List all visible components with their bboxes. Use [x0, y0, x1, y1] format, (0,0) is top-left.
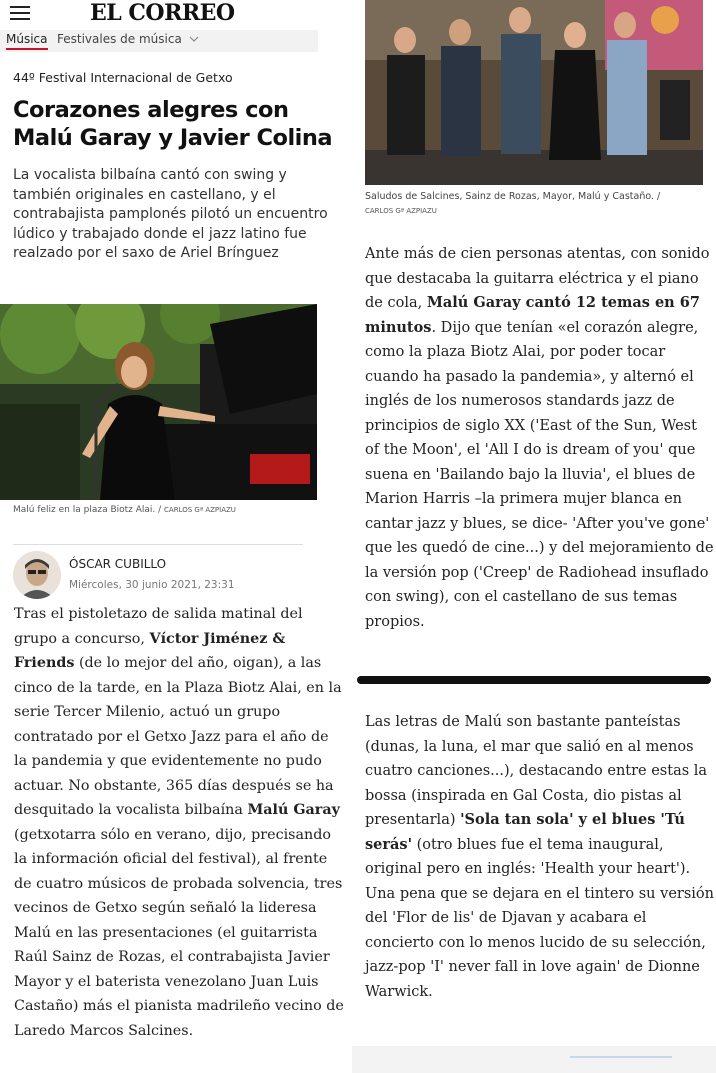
divider: [13, 544, 303, 545]
body-bold-text: Malú Garay cantó 12 temas en 67 minutos: [365, 294, 700, 336]
article-body-right-1: [365, 242, 715, 634]
left-column: [0, 0, 352, 1073]
author-avatar[interactable]: [13, 551, 61, 599]
body-bold-text: Víctor Jiménez & Friends: [14, 630, 286, 671]
chevron-down-icon: [189, 36, 199, 43]
tab-musica[interactable]: Música: [6, 32, 48, 46]
concert-photo-singer[interactable]: [0, 304, 317, 500]
scroll-hint: [570, 1056, 672, 1058]
concert-photo-band[interactable]: [365, 0, 703, 185]
photo-credit: CARLOS Gª AZPIAZU: [164, 506, 236, 514]
caption-text: Malú feliz en la plaza Biotz Alai. /: [13, 505, 165, 515]
body-text: Ante más de cien personas atentas, con sonido que destacaba la guitarra eléctrica y el piano de cola,: [365, 246, 710, 311]
caption-text-2: Saludos de Salcines, Sainz de Rozas, Mayor, Malú y Castaño. /: [365, 191, 661, 202]
tab-festivales[interactable]: [57, 32, 199, 46]
top-bar: [0, 0, 352, 26]
photo-credit-2: CARLOS Gª AZPIAZU: [365, 207, 437, 215]
photo-caption: [13, 505, 236, 515]
body-text: (otro blues fue el tema inaugural, original pero en inglés: 'Health your heart'). Una pena que se dejara en el tintero su versión del 'Flor de lis' de Djavan y acabara el concierto con lo menos lucido de su selección, jazz-pop 'I' never fall in love again' de Dionne Warwick.: [365, 836, 714, 1000]
body-text: Las letras de Malú son bastante panteístas (dunas, la luna, el mar que salió en al menos cuatro canciones...), destacando entre estas la bossa (inspirada en Gal Costa, dio pistas al presentarla): [365, 714, 708, 828]
body-bold-text: Malú Garay: [247, 802, 340, 818]
section-nav: [0, 30, 318, 52]
article-body-right-2: [365, 710, 715, 1004]
article-dek: La vocalista bilbaína cantó con swing y también originales en castellano, y el contrabajista pamplonés pilotó un encuentro lúdico y trabajado donde el jazz latino fue realzado por el saxo de Ariel Brínguez: [13, 167, 328, 261]
body-text: (de lo mejor del año, oigan), a las cinco de la tarde, en la Plaza Biotz Alai, en la serie Tercer Milenio, actuó un grupo contratado por el Getxo Jazz para el año de la pandemia y que evidentemente no pudo actuar. No obstante, 365 días después se ha desquitado la vocalista bilbaína: [14, 655, 342, 818]
photo-caption-2: [365, 190, 705, 218]
body-text: Tras el pistoletazo de salida matinal del grupo a concurso,: [14, 606, 303, 647]
menu-icon[interactable]: [10, 6, 30, 20]
author-name[interactable]: ÓSCAR CUBILLO: [69, 557, 167, 571]
article-body-left: [14, 602, 344, 1043]
bottom-band: [352, 1046, 716, 1073]
right-column: [352, 0, 716, 1073]
publish-date: Miércoles, 30 junio 2021, 23:31: [69, 579, 235, 591]
screenshot-separator: [357, 676, 711, 684]
article-headline: Corazones alegres con Malú Garay y Javier Colina: [13, 97, 333, 151]
body-bold-text: 'Sola tan sola' y el blues 'Tú serás': [365, 811, 685, 853]
article-kicker: 44º Festival Internacional de Getxo: [13, 70, 233, 85]
tab-festivales-label: Festivales de música: [57, 32, 182, 46]
site-logo[interactable]: EL CORREO: [90, 0, 235, 26]
body-text: (getxotarra sólo en verano, dijo, precisando la información oficial del festival), al frente de cuatro músicos de probada solvencia, tres vecinos de Getxo según señaló la lideresa Malú en las presentaciones (el guitarrista Raúl Sainz de Rozas, el contrabajista Javier Mayor y el baterista venezolano Juan Luis Castaño) más el pianista madrileño vecino de Laredo Marcos Salcines.: [14, 826, 344, 1039]
body-text: . Dijo que tenían «el corazón alegre, como la plaza Biotz Alai, por poder tocar cuando ha pasado la pandemia», y alternó el inglés de los numerosos standards jazz de principios de siglo XX ('East of the Sun, West of the Moon', el 'All I do is dream of you' que suena en 'Bailando bajo la lluvia', el blues de Marion Harris –la primera mujer blanca en cantar jazz y blues, se dice- 'After you've gone' que les quedó de cine...) y del mejoramiento de la versión pop ('Creep' de Radiohead insuflado con swing), con el castellano de sus temas propios.: [365, 319, 714, 630]
